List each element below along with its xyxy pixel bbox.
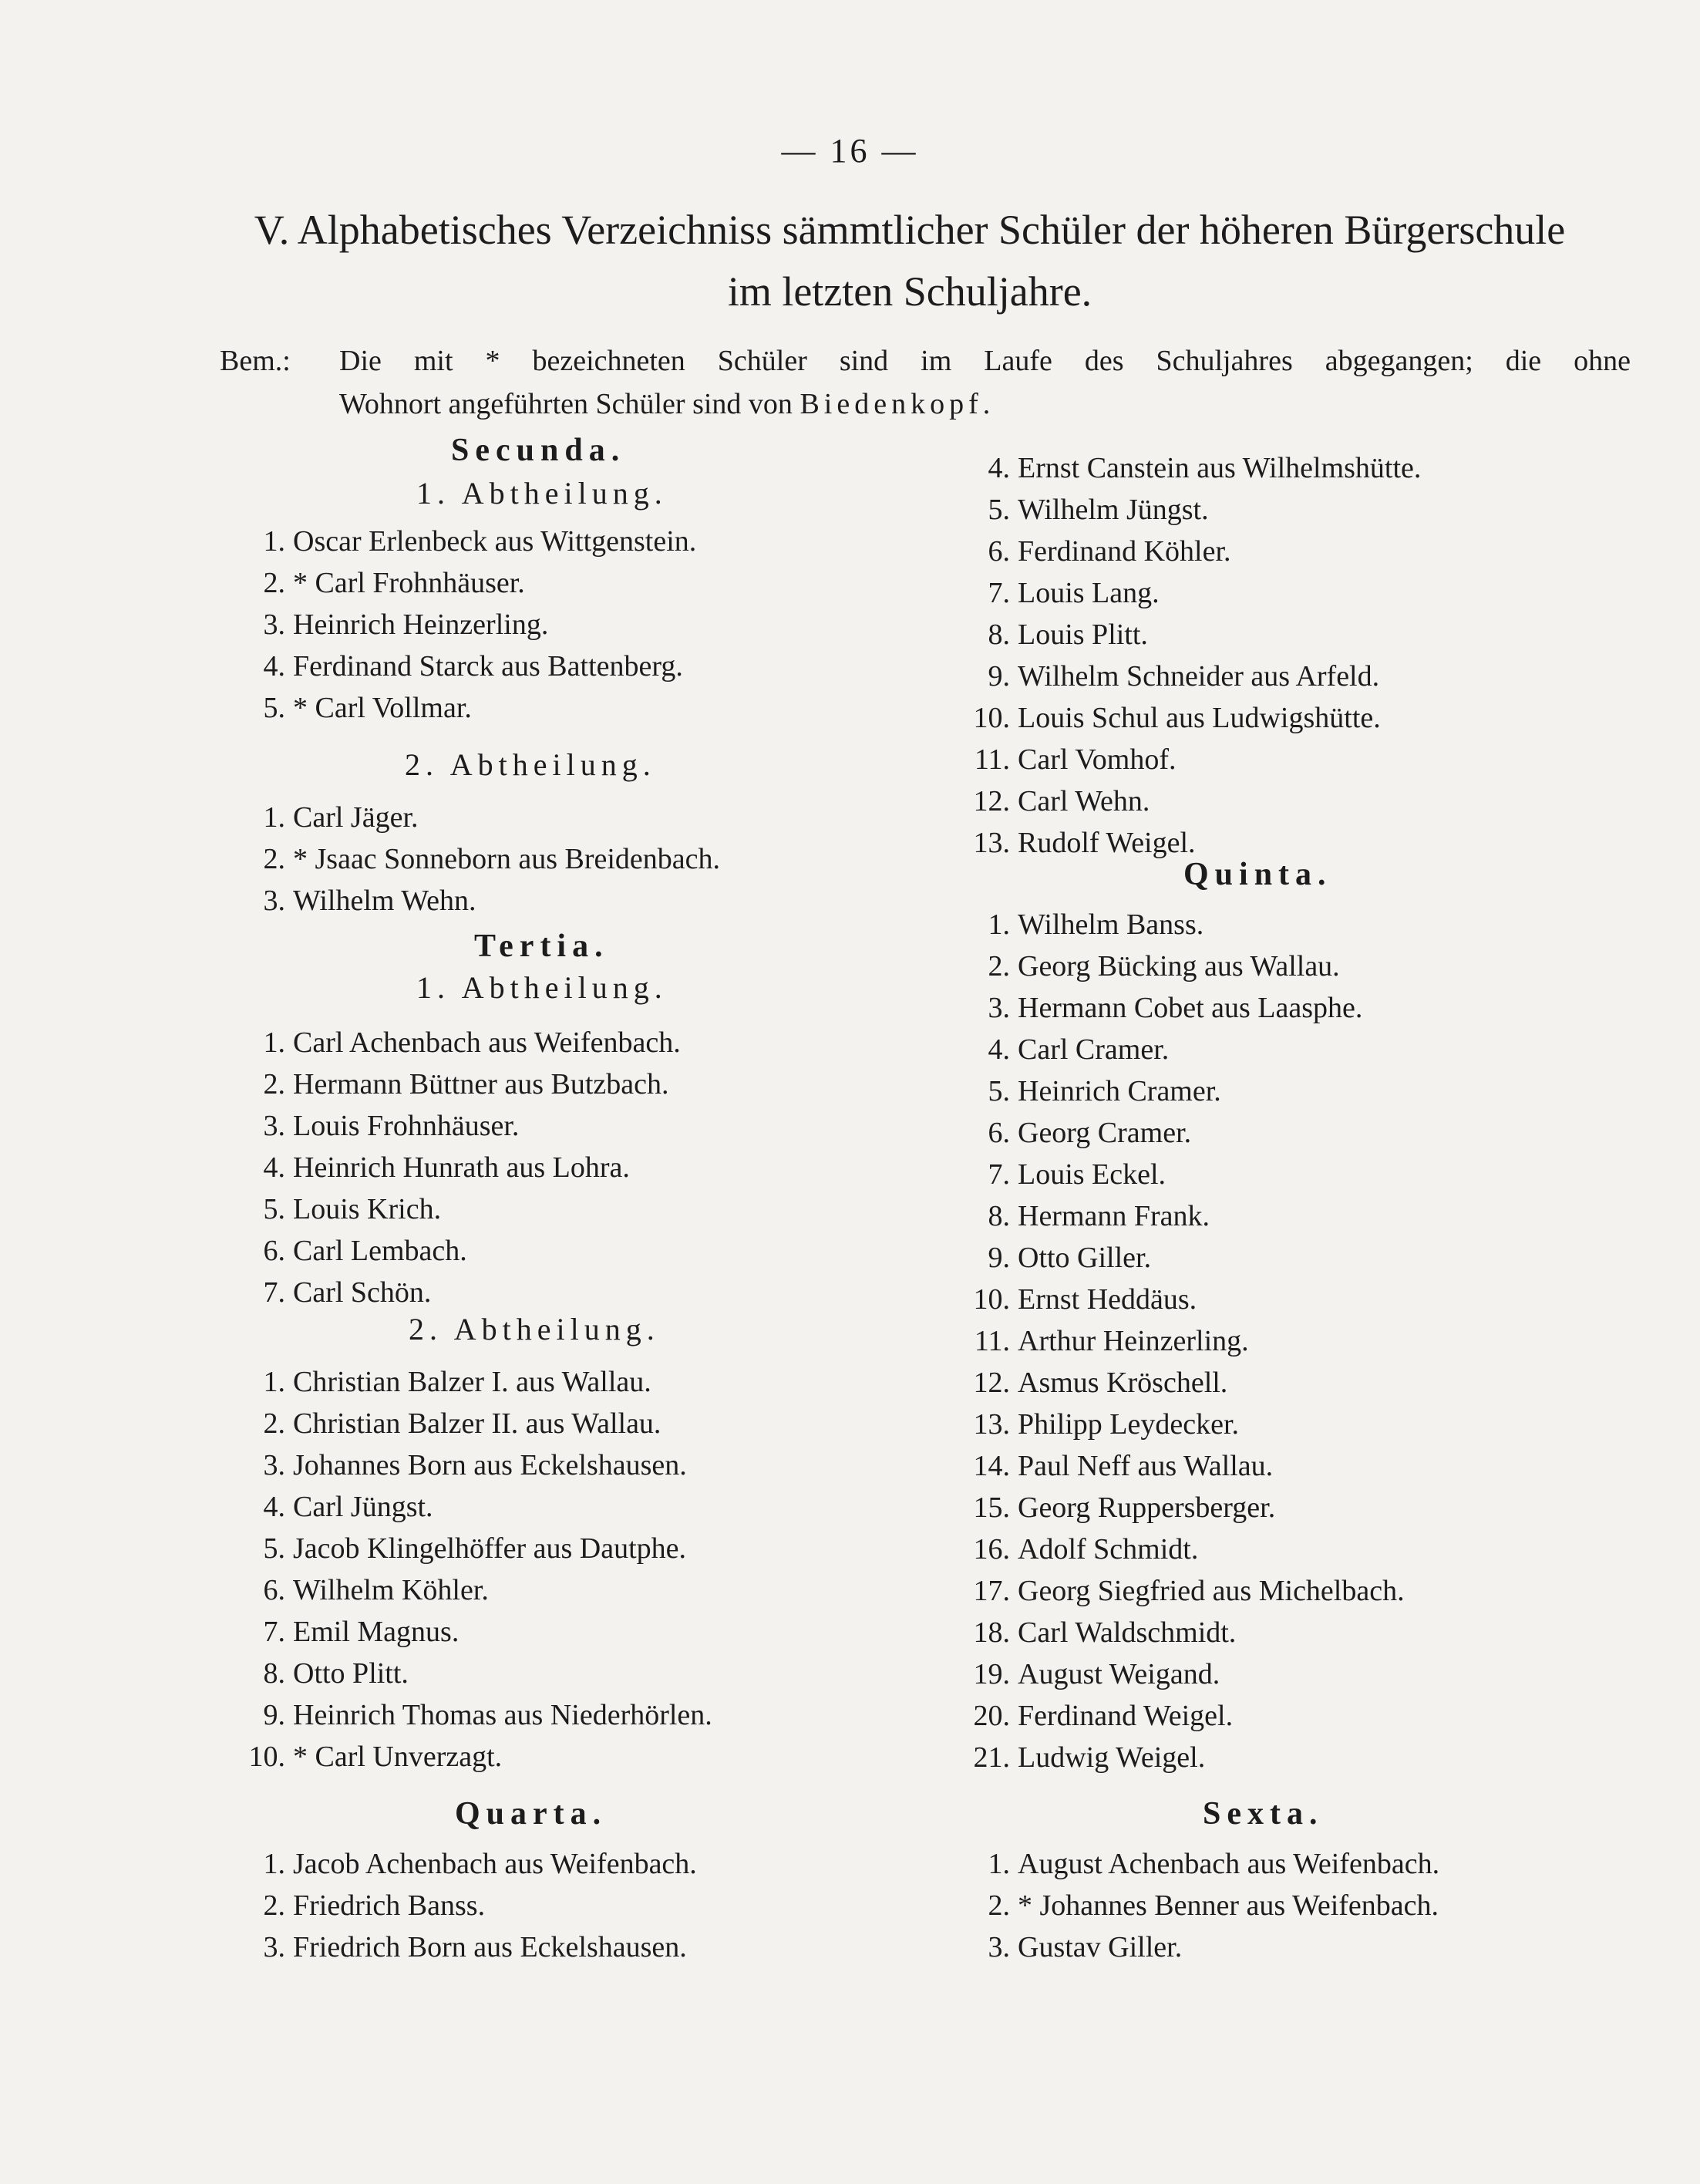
entry-name: Wilhelm Wehn. [293, 885, 476, 917]
student-entry [231, 645, 683, 687]
student-entry [231, 838, 720, 880]
entry-number: 5. [263, 1193, 285, 1225]
entry-number: 3. [263, 885, 285, 917]
entry-number: 11. [974, 1325, 1010, 1357]
student-entry [956, 1926, 1182, 1968]
student-entry [231, 1885, 485, 1926]
student-entry [231, 521, 696, 562]
entry-name: Georg Cramer. [1018, 1117, 1192, 1149]
entry-name: Carl Achenbach aus Weifenbach. [293, 1026, 681, 1059]
entry-name: Wilhelm Schneider aus Arfeld. [1018, 660, 1380, 693]
entry-number: 12. [973, 785, 1010, 817]
entry-number: 15. [973, 1491, 1010, 1524]
entry-number: 1. [263, 1026, 285, 1059]
entry-name: Rudolf Weigel. [1018, 827, 1196, 859]
entry-number: 7. [988, 1158, 1010, 1191]
entry-name: Ernst Canstein aus Wilhelmshütte. [1018, 452, 1422, 484]
entry-number: 8. [988, 1200, 1010, 1232]
remark-town: Biedenkopf. [800, 388, 995, 420]
student-entry [956, 1029, 1169, 1070]
entry-name: Wilhelm Jüngst. [1018, 494, 1209, 526]
entry-number: 5. [263, 1532, 285, 1565]
entry-name: Otto Giller. [1018, 1242, 1152, 1274]
entry-number: 10. [248, 1741, 285, 1773]
entry-name: Ernst Heddäus. [1018, 1283, 1197, 1316]
entry-name: Georg Siegfried aus Michelbach. [1018, 1575, 1405, 1607]
entry-name: Heinrich Heinzerling. [293, 608, 549, 641]
entry-number: 10. [973, 1283, 1010, 1316]
student-entry [956, 531, 1231, 572]
student-entry [956, 697, 1381, 739]
remark-line-2 [339, 383, 995, 426]
student-entry [231, 797, 419, 838]
entry-number: 7. [263, 1616, 285, 1648]
entry-name: Ferdinand Köhler. [1018, 535, 1231, 568]
entry-name: Louis Krich. [293, 1193, 442, 1225]
entry-number: 2. [263, 1889, 285, 1922]
student-entry [231, 1022, 681, 1063]
entry-number: 19. [973, 1658, 1010, 1690]
student-entry [956, 1404, 1239, 1445]
entry-number: 5. [988, 1075, 1010, 1107]
entry-name: Louis Lang. [1018, 577, 1160, 609]
student-entry [231, 1694, 712, 1736]
student-entry [231, 1063, 669, 1105]
entry-number: 2. [988, 950, 1010, 982]
entry-name: Friedrich Born aus Eckelshausen. [293, 1931, 687, 1963]
student-entry [956, 945, 1340, 987]
entry-name: Heinrich Cramer. [1018, 1075, 1221, 1107]
entry-name: Jacob Klingelhöffer aus Dautphe. [293, 1532, 687, 1565]
entry-name: Asmus Kröschell. [1018, 1367, 1228, 1399]
student-entry [231, 687, 472, 729]
student-entry [231, 1736, 502, 1778]
student-entry [956, 822, 1196, 864]
entry-number: 11. [974, 743, 1010, 776]
entry-number: 9. [263, 1699, 285, 1731]
student-entry [956, 1528, 1198, 1570]
entry-number: 21. [973, 1741, 1010, 1774]
student-entry [956, 739, 1177, 780]
entry-number: 3. [263, 608, 285, 641]
entry-name: Arthur Heinzerling. [1018, 1325, 1249, 1357]
entry-number: 4. [988, 452, 1010, 484]
entry-name: * Johannes Benner aus Weifenbach. [1018, 1889, 1439, 1922]
entry-number: 16. [973, 1533, 1010, 1566]
entry-number: 5. [988, 494, 1010, 526]
student-entry [231, 1188, 441, 1230]
entry-number: 10. [973, 702, 1010, 734]
entry-name: Adolf Schmidt. [1018, 1533, 1199, 1566]
entry-name: Hermann Büttner aus Butzbach. [293, 1068, 669, 1100]
entry-name: Gustav Giller. [1018, 1931, 1183, 1963]
entry-number: 13. [973, 1408, 1010, 1441]
entry-number: 2. [263, 567, 285, 599]
page-title [185, 199, 1634, 322]
entry-name: Carl Vomhof. [1018, 743, 1177, 776]
entry-name: Carl Cramer. [1018, 1033, 1170, 1066]
remark-line-1: Die mit * bezeichneten Schüler sind im Laufe des Schuljahres abgegangen; die ohne [339, 345, 1631, 377]
entry-number: 2. [263, 1407, 285, 1440]
entry-name: Ludwig Weigel. [1018, 1741, 1206, 1774]
entry-number: 14. [973, 1450, 1010, 1482]
entry-name: Carl Jüngst. [293, 1491, 433, 1523]
entry-number: 6. [263, 1574, 285, 1606]
remark-label: Bem.: [220, 345, 291, 377]
title-line-2: im letzten Schuljahre. [727, 268, 1092, 315]
entry-name: Louis Plitt. [1018, 618, 1148, 651]
entry-number: 1. [988, 908, 1010, 941]
student-entry [956, 1070, 1221, 1112]
entry-name: Oscar Erlenbeck aus Wittgenstein. [293, 525, 697, 558]
entry-name: Johannes Born aus Eckelshausen. [293, 1449, 687, 1481]
student-entry [231, 1272, 431, 1313]
student-entry [231, 1569, 489, 1611]
entry-number: 2. [988, 1889, 1010, 1922]
student-entry [956, 780, 1150, 822]
entry-number: 13. [973, 827, 1010, 859]
entry-name: Ferdinand Weigel. [1018, 1700, 1234, 1732]
student-entry [956, 1237, 1151, 1279]
entry-name: Jacob Achenbach aus Weifenbach. [293, 1848, 697, 1880]
entry-number: 12. [973, 1367, 1010, 1399]
student-entry [956, 904, 1203, 945]
student-entry [231, 1444, 687, 1486]
entry-number: 5. [263, 692, 285, 724]
entry-name: Louis Frohnhäuser. [293, 1110, 520, 1142]
student-entry [956, 1737, 1205, 1778]
student-entry [231, 1147, 630, 1188]
student-entry [956, 1885, 1439, 1926]
entry-number: 1. [263, 801, 285, 834]
student-entry [231, 1926, 687, 1968]
student-entry [956, 1195, 1210, 1237]
entry-name: Carl Schön. [293, 1276, 432, 1309]
entry-number: 4. [263, 1151, 285, 1184]
entry-number: 6. [263, 1235, 285, 1267]
section-heading-quarta: Quarta. [455, 1796, 608, 1832]
entry-name: Hermann Frank. [1018, 1200, 1210, 1232]
section-heading-secunda: Secunda. [451, 433, 626, 468]
student-entry [956, 447, 1421, 489]
entry-number: 3. [263, 1931, 285, 1963]
entry-name: Philipp Leydecker. [1018, 1408, 1240, 1441]
entry-name: * Jsaac Sonneborn aus Breidenbach. [293, 843, 721, 875]
student-entry [231, 1105, 519, 1147]
entry-number: 2. [263, 1068, 285, 1100]
student-entry [231, 1403, 661, 1444]
section-heading-quinta: Quinta. [1183, 857, 1332, 892]
entry-name: Wilhelm Banss. [1018, 908, 1204, 941]
entry-name: Louis Schul aus Ludwigshütte. [1018, 702, 1381, 734]
entry-number: 6. [988, 535, 1010, 568]
entry-number: 8. [263, 1657, 285, 1690]
entry-number: 3. [263, 1110, 285, 1142]
student-entry [231, 1528, 686, 1569]
student-entry [956, 1320, 1249, 1362]
student-entry [231, 1653, 409, 1694]
entry-number: 18. [973, 1616, 1010, 1649]
student-entry [956, 1570, 1405, 1612]
entry-name: * Carl Vollmar. [293, 692, 472, 724]
entry-number: 20. [973, 1700, 1010, 1732]
entry-name: Carl Waldschmidt. [1018, 1616, 1237, 1649]
student-entry [956, 1445, 1273, 1487]
subsection-heading: 2. Abtheilung. [409, 1312, 660, 1346]
entry-name: * Carl Unverzagt. [293, 1741, 503, 1773]
entry-name: Louis Eckel. [1018, 1158, 1166, 1191]
entry-number: 4. [263, 650, 285, 682]
entry-number: 7. [988, 577, 1010, 609]
student-entry [956, 1154, 1166, 1195]
subsection-heading: 2. Abtheilung. [405, 747, 656, 782]
entry-number: 8. [988, 618, 1010, 651]
student-entry [956, 1843, 1439, 1885]
student-entry [956, 1612, 1236, 1653]
subsection-heading: 1. Abtheilung. [416, 476, 668, 511]
title-line-1: V. Alphabetisches Verzeichniss sämmtlicher Schüler der höheren Bürgerschule [254, 207, 1566, 253]
student-entry [231, 1230, 467, 1272]
student-entry [956, 1362, 1227, 1404]
entry-number: 3. [263, 1449, 285, 1481]
entry-number: 3. [988, 1931, 1010, 1963]
entry-name: Friedrich Banss. [293, 1889, 486, 1922]
entry-name: Georg Bücking aus Wallau. [1018, 950, 1340, 982]
entry-name: * Carl Frohnhäuser. [293, 567, 525, 599]
entry-number: 17. [973, 1575, 1010, 1607]
entry-number: 1. [263, 525, 285, 558]
student-entry [956, 987, 1362, 1029]
student-entry [956, 489, 1209, 531]
entry-number: 2. [263, 843, 285, 875]
entry-name: Wilhelm Köhler. [293, 1574, 489, 1606]
entry-number: 9. [988, 1242, 1010, 1274]
entry-number: 3. [988, 992, 1010, 1024]
entry-name: Otto Plitt. [293, 1657, 409, 1690]
entry-name: Christian Balzer II. aus Wallau. [293, 1407, 661, 1440]
entry-number: 4. [263, 1491, 285, 1523]
page-number: — 16 — [781, 132, 919, 170]
subsection-heading: 1. Abtheilung. [416, 970, 668, 1005]
entry-number: 1. [988, 1848, 1010, 1880]
student-entry [231, 1361, 651, 1403]
section-heading-sexta: Sexta. [1203, 1796, 1324, 1832]
student-entry [956, 1653, 1220, 1695]
entry-name: Ferdinand Starck aus Battenberg. [293, 650, 683, 682]
student-entry [231, 1486, 433, 1528]
entry-name: Carl Jäger. [293, 801, 419, 834]
entry-name: Carl Lembach. [293, 1235, 467, 1267]
student-entry [231, 1843, 697, 1885]
student-entry [956, 1279, 1197, 1320]
entry-name: Emil Magnus. [293, 1616, 460, 1648]
entry-name: Heinrich Hunrath aus Lohra. [293, 1151, 630, 1184]
entry-name: Heinrich Thomas aus Niederhörlen. [293, 1699, 712, 1731]
entry-name: Christian Balzer I. aus Wallau. [293, 1366, 651, 1398]
student-entry [956, 1487, 1275, 1528]
student-entry [956, 614, 1148, 656]
entry-name: August Weigand. [1018, 1658, 1220, 1690]
student-entry [231, 1611, 459, 1653]
entry-name: Hermann Cobet aus Laasphe. [1018, 992, 1363, 1024]
entry-number: 7. [263, 1276, 285, 1309]
student-entry [956, 656, 1379, 697]
entry-number: 1. [263, 1366, 285, 1398]
entry-number: 6. [988, 1117, 1010, 1149]
entry-name: Carl Wehn. [1018, 785, 1150, 817]
entry-name: August Achenbach aus Weifenbach. [1018, 1848, 1440, 1880]
student-entry [956, 1695, 1233, 1737]
student-entry [956, 572, 1160, 614]
student-entry [231, 562, 525, 604]
entry-name: Georg Ruppersberger. [1018, 1491, 1276, 1524]
remark-line-2-text: Wohnort angeführten Schüler sind von [339, 388, 793, 420]
entry-number: 9. [988, 660, 1010, 693]
entry-number: 1. [263, 1848, 285, 1880]
student-entry [231, 604, 548, 645]
student-entry [956, 1112, 1191, 1154]
entry-number: 4. [988, 1033, 1010, 1066]
entry-name: Paul Neff aus Wallau. [1018, 1450, 1274, 1482]
section-heading-tertia: Tertia. [474, 929, 609, 964]
student-entry [231, 880, 476, 922]
